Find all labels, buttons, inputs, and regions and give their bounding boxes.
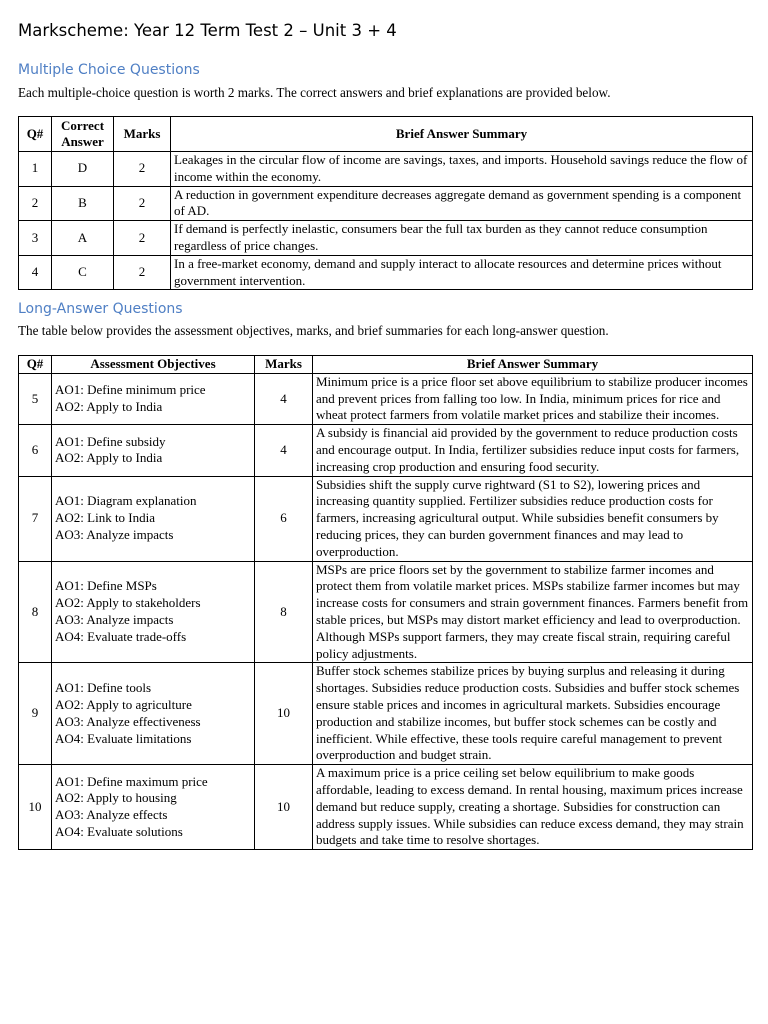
question-number: 8 bbox=[19, 561, 52, 663]
answer-summary: If demand is perfectly inelastic, consumers bear the full tax burden as they cannot reduce consumption regardless of price changes. bbox=[171, 221, 753, 256]
long-answer-heading: Long-Answer Questions bbox=[18, 301, 183, 317]
table-row bbox=[19, 663, 753, 765]
objective-item: AO1: Define subsidy bbox=[55, 433, 166, 449]
marks: 2 bbox=[114, 221, 171, 256]
correct-answer: C bbox=[52, 255, 114, 290]
mcq-header-q: Q# bbox=[19, 117, 52, 152]
marks: 2 bbox=[114, 186, 171, 221]
assessment-objectives bbox=[52, 561, 255, 663]
answer-summary: Subsidies shift the supply curve rightward (S1 to S2), lowering prices and increasing quantity supplied. Fertilizer subsidies reduce production costs for farmers, increasing agricultural output. While subsidies benefit consumers by reducing prices, they can burden government finances and may lead to overproduction. bbox=[313, 476, 753, 561]
marks: 10 bbox=[255, 765, 313, 850]
long-header-marks: Marks bbox=[255, 356, 313, 374]
question-number: 4 bbox=[19, 255, 52, 290]
mcq-header-marks: Marks bbox=[114, 117, 171, 152]
mcq-header-answer: Correct Answer bbox=[52, 117, 114, 152]
objective-item: AO2: Apply to India bbox=[55, 398, 163, 414]
objective-item: AO4: Evaluate limitations bbox=[55, 730, 192, 746]
objective-item: AO2: Apply to India bbox=[55, 450, 163, 466]
table-row bbox=[19, 476, 753, 561]
table-row bbox=[19, 765, 753, 850]
table-row bbox=[19, 255, 753, 290]
answer-summary: Minimum price is a price floor set above equilibrium to stabilize producer incomes and prevent prices from falling too low. In India, minimum prices for rice and wheat protect farmers from volatile market prices and stabilize their incomes. bbox=[313, 373, 753, 424]
correct-answer: A bbox=[52, 221, 114, 256]
objective-item: AO1: Diagram explanation bbox=[55, 493, 197, 509]
mcq-heading: Multiple Choice Questions bbox=[18, 62, 200, 78]
long-answer-intro: The table below provides the assessment objectives, marks, and brief summaries for each long-answer question. bbox=[18, 323, 609, 338]
marks: 4 bbox=[255, 425, 313, 476]
answer-summary: A reduction in government expenditure decreases aggregate demand as government spending is a component of AD. bbox=[171, 186, 753, 221]
objective-item: AO2: Link to India bbox=[55, 510, 156, 526]
objective-item: AO3: Analyze effects bbox=[55, 807, 168, 823]
mcq-header-row bbox=[19, 117, 753, 152]
table-row bbox=[19, 373, 753, 424]
long-header-q: Q# bbox=[19, 356, 52, 374]
mcq-header-summary: Brief Answer Summary bbox=[171, 117, 753, 152]
marks: 2 bbox=[114, 152, 171, 187]
marks: 2 bbox=[114, 255, 171, 290]
mcq-table bbox=[18, 116, 753, 290]
long-answer-table bbox=[18, 355, 753, 850]
question-number: 7 bbox=[19, 476, 52, 561]
assessment-objectives bbox=[52, 663, 255, 765]
marks: 10 bbox=[255, 663, 313, 765]
objective-item: AO1: Define minimum price bbox=[55, 382, 206, 398]
answer-summary: In a free-market economy, demand and supply interact to allocate resources and determine prices without government intervention. bbox=[171, 255, 753, 290]
long-header-objectives: Assessment Objectives bbox=[52, 356, 255, 374]
answer-summary: MSPs are price floors set by the government to stabilize farmer incomes and protect them from volatile market prices. MSPs stabilize farmer incomes but may increase costs for consumers and strain government finances. Farmers benefit from stable prices, but MSPs may distort market efficiency and lead to overproduction. Although MSPs support farmers, they may create fiscal strain, requiring careful policy adjustments. bbox=[313, 561, 753, 663]
objective-item: AO2: Apply to agriculture bbox=[55, 696, 192, 712]
answer-summary: Buffer stock schemes stabilize prices by buying surplus and releasing it during shortages. Subsidies reduce production costs. Subsidies and buffer stock schemes ensure stable prices and incomes in agricultural markets. Subsidies encourage production and stabilize incomes, but buffer stock schemes can be costly and inefficient. While effective, these tools require careful management to prevent overproduction and budget strain. bbox=[313, 663, 753, 765]
table-row bbox=[19, 186, 753, 221]
question-number: 1 bbox=[19, 152, 52, 187]
objective-item: AO1: Define tools bbox=[55, 680, 152, 696]
question-number: 10 bbox=[19, 765, 52, 850]
objective-item: AO4: Evaluate solutions bbox=[55, 823, 183, 839]
correct-answer: B bbox=[52, 186, 114, 221]
table-row bbox=[19, 221, 753, 256]
question-number: 5 bbox=[19, 373, 52, 424]
question-number: 9 bbox=[19, 663, 52, 765]
assessment-objectives bbox=[52, 373, 255, 424]
objective-item: AO1: Define maximum price bbox=[55, 773, 208, 789]
marks: 8 bbox=[255, 561, 313, 663]
objective-item: AO2: Apply to stakeholders bbox=[55, 595, 201, 611]
objective-item: AO2: Apply to housing bbox=[55, 790, 177, 806]
assessment-objectives bbox=[52, 425, 255, 476]
answer-summary: A subsidy is financial aid provided by the government to reduce production costs and encourage output. In India, fertilizer subsidies reduce input costs for farmers, increasing crop production and ensuring food security. bbox=[313, 425, 753, 476]
objective-item: AO4: Evaluate trade-offs bbox=[55, 628, 187, 644]
answer-summary: A maximum price is a price ceiling set below equilibrium to make goods affordable, leading to excess demand. In rental housing, maximum prices increase demand but reduce supply, creating a shortage. Subsidies for construction can address supply issues. While subsidies can reduce excess demand, they may strain budgets and take time to resolve shortages. bbox=[313, 765, 753, 850]
question-number: 6 bbox=[19, 425, 52, 476]
objective-item: AO3: Analyze impacts bbox=[55, 526, 174, 542]
assessment-objectives bbox=[52, 476, 255, 561]
answer-summary: Leakages in the circular flow of income are savings, taxes, and imports. Household savings reduce the flow of income within the economy. bbox=[171, 152, 753, 187]
table-row bbox=[19, 561, 753, 663]
question-number: 3 bbox=[19, 221, 52, 256]
document-title: Markscheme: Year 12 Term Test 2 – Unit 3 + 4 bbox=[18, 21, 397, 40]
table-row bbox=[19, 152, 753, 187]
objective-item: AO3: Analyze impacts bbox=[55, 611, 174, 627]
marks: 4 bbox=[255, 373, 313, 424]
long-header-row bbox=[19, 356, 753, 374]
mcq-intro: Each multiple-choice question is worth 2 marks. The correct answers and brief explanations are provided below. bbox=[18, 85, 611, 100]
objective-item: AO1: Define MSPs bbox=[55, 578, 157, 594]
assessment-objectives bbox=[52, 765, 255, 850]
marks: 6 bbox=[255, 476, 313, 561]
question-number: 2 bbox=[19, 186, 52, 221]
table-row bbox=[19, 425, 753, 476]
long-header-summary: Brief Answer Summary bbox=[313, 356, 753, 374]
correct-answer: D bbox=[52, 152, 114, 187]
objective-item: AO3: Analyze effectiveness bbox=[55, 713, 201, 729]
